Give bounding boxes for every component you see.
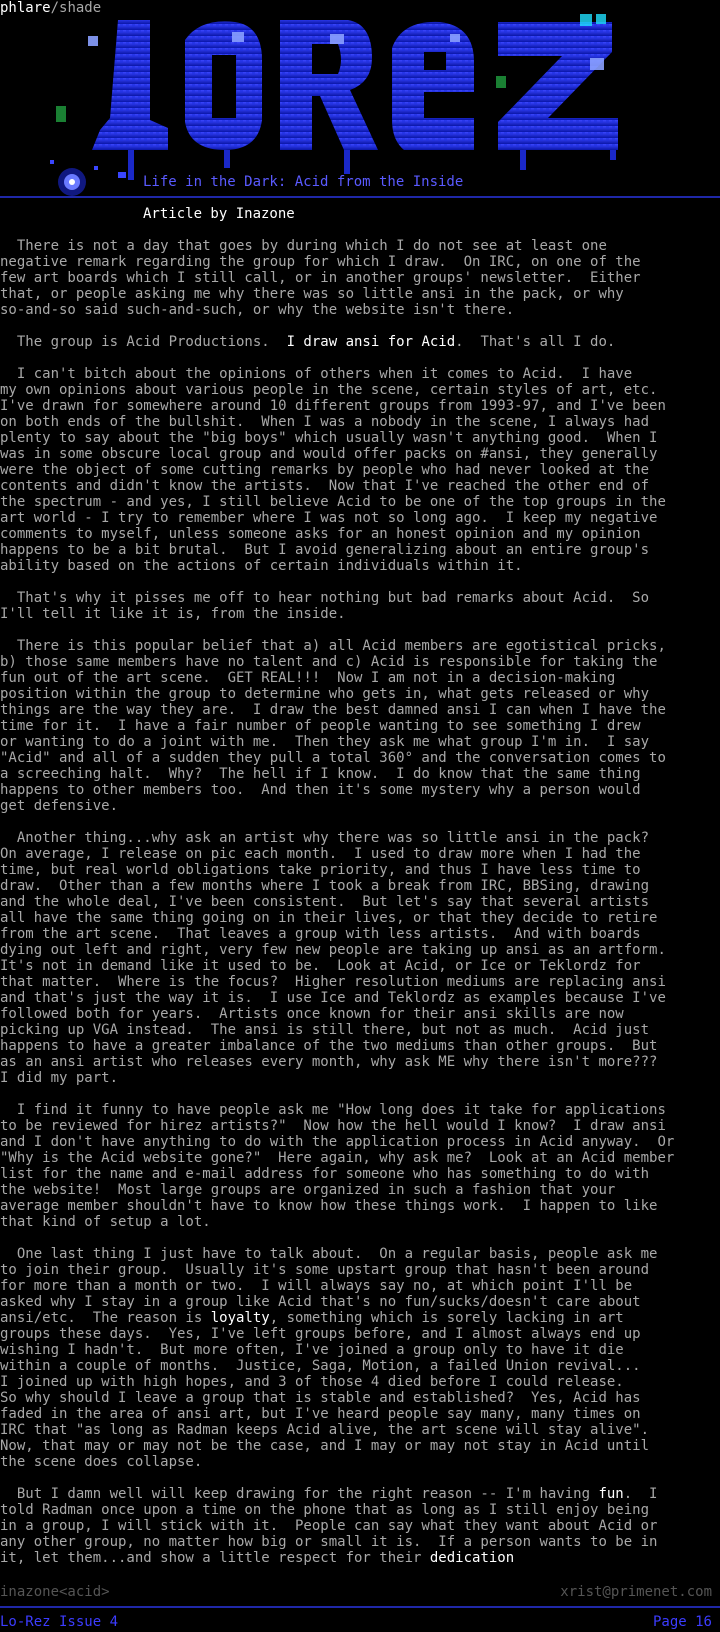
issue-label: Lo-Rez Issue 4 (0, 1614, 119, 1630)
logo-letter-l (92, 20, 168, 150)
artist-name: phlare (0, 0, 51, 16)
article-text: . I told Radman once upon a time on the phone that as long as I still enjoy being in a group, I will stick with it. People can say what they want about Acid or any other group, no matter how big or small it is. If a person wants to be in it, let them...and show a little respect for their (0, 1486, 658, 1566)
emphasis-text: dedication (429, 1550, 515, 1566)
article-byline: Article by Inazone (143, 206, 295, 222)
emphasis-text: loyalty (210, 1310, 270, 1326)
emphasis-text: I draw ansi for Acid (286, 334, 456, 350)
author-signature: inazone<acid> (0, 1584, 110, 1600)
page-number: Page 16 (652, 1614, 712, 1630)
logo-letter-r (280, 20, 378, 150)
article-text: There is not a day that goes by during which I do not see at least one negative remark regarding the group for which I draw. On IRC, on one of the few art boards which I still call, or in another groups' newsletter. Either that, or people asking me why there was so little ansi in the pack, or why so-and-so said such-and-such, or why the website isn't there. (0, 238, 641, 318)
header-rule (0, 196, 720, 198)
credit-slash: / (50, 0, 60, 16)
logo-letter-o (185, 21, 262, 150)
lorez-logo (0, 0, 720, 200)
emphasis-text: fun (598, 1486, 624, 1502)
footer-rule (0, 1606, 720, 1608)
artist-group: shade (59, 0, 102, 16)
logo-letter-e (392, 22, 474, 150)
logo-letter-z (498, 22, 618, 150)
author-email: xrist@primenet.com (560, 1584, 712, 1600)
article-body (0, 238, 720, 1566)
article-text: The group is Acid Productions. (0, 334, 287, 350)
article-title: Life in the Dark: Acid from the Inside (143, 174, 464, 190)
article-text: , something which is sorely lacking in art groups these days. Yes, I've left groups before, and I almost always end up wishing I hadn't. But more often, I've joined a group only to have it die within a couple of months. Justice, Saga, Motion, a failed Union revival... I joined up with high hopes, and 3 of those 4 died before I could release. So why should I leave a group that is stable and established? Yes, Acid has faded in the area of ansi art, but I've heard people say many, many times on IRC that "as long as Radman keeps Acid alive, the art scene will stay alive". Now, that may or may not be the case, and I may or may not stay in Acid until the scene does collapse. But I damn well will keep drawing for the right reason -- I'm having (0, 1310, 650, 1502)
article-text: . That's all I do. I can't bitch about the opinions of others when it comes to Acid. I have my own opinions about various people in the scene, certain styles of art, etc. I've drawn for somewhere around 10 different groups from 1993-97, and I've been on both ends of the bullshit. When I was a nobody in the scene, I always had plenty to say about the "big boys" which usually wasn't anything good. When I was in some obscure local group and would offer packs on #ansi, they generally were the object of some cutting remarks by people who had never looked at the contents and didn't know the artists. Now that I've reached the other end of the spectrum - and yes, I still believe Acid to be one of the top groups in the art world - I try to remember where I was not so long ago. I keep my negative comments to myself, unless someone asks for an honest opinion and my opinion happens to be a bit brutal. But I avoid generalizing about an entire group's ability based on the actions of certain individuals within it. That's why it pisses me off to hear nothing but bad remarks about Acid. So I'll tell it like it is, from the inside. There is this popular belief that a) all Acid members are egotistical pricks, b) those same members have no talent and c) Acid is responsible for taking the fun out of the art scene. GET REAL!!! Now I am not in a decision-making position within the group to determine who gets in, what gets released or why things are the way they are. I draw the best damned ansi I can when I have the time for it. I have a fair number of people wanting to see something I drew or wanting to do a joint with me. Then they ask me what group I'm in. I say "Acid" and all of a sudden they pull a total 360° and the conversation comes to a screeching halt. Why? The hell if I know. I do know that the same thing happens to other members too. And then it's some mystery why a person would get defensive. Another thing...why ask an artist why there was so little ansi in the pack? On average, I release on pic each month. I used to draw more when I had the time, but real world obligations take priority, and thus I have less time to draw. Other than a few months where I took a break from IRC, BBSing, drawing and the whole deal, I've been consistent. But let's say that several artists all have the same thing going on in their lives, or that they decide to retire from the art scene. That leaves a group with less artists. And with boards dying out left and right, very few new people are taking up ansi as an artform. It's not in demand like it used to be. Look at Acid, or Ice or Teklordz for that matter. Where is the focus? Higher resolution mediums are replacing ansi and that's just the way it is. I use Ice and Teklordz as examples because I've followed both for years. Artists once known for their ansi skills are now picking up VGA instead. The ansi is still there, but not as much. Acid just happens to have a greater imbalance of the two mediums than other groups. But as an ansi artist who releases every month, why ask ME why there isn't more??? I did my part. I find it funny to have people ask me "How long does it take for applications to be reviewed for hirez artists?" Now how the hell would I know? I draw ansi and I don't have anything to do with the application process in Acid anyway. Or "Why is the Acid website gone?" Here again, why ask me? Look at an Acid member list for the name and e-mail address for someone who has something to do with the website! Most large groups are organized in such a fashion that your average member shouldn't have to know how these things work. I happen to like that kind of setup a lot. One last thing I just have to talk about. On a regular basis, people ask me to join their group. Usually it's some upstart group that hasn't been around for more than a month or two. I will always say no, at which point I'll be asked why I stay in a group like Acid that's no fun/sucks/doesn't care about ansi/etc. The reason is (0, 334, 675, 1326)
